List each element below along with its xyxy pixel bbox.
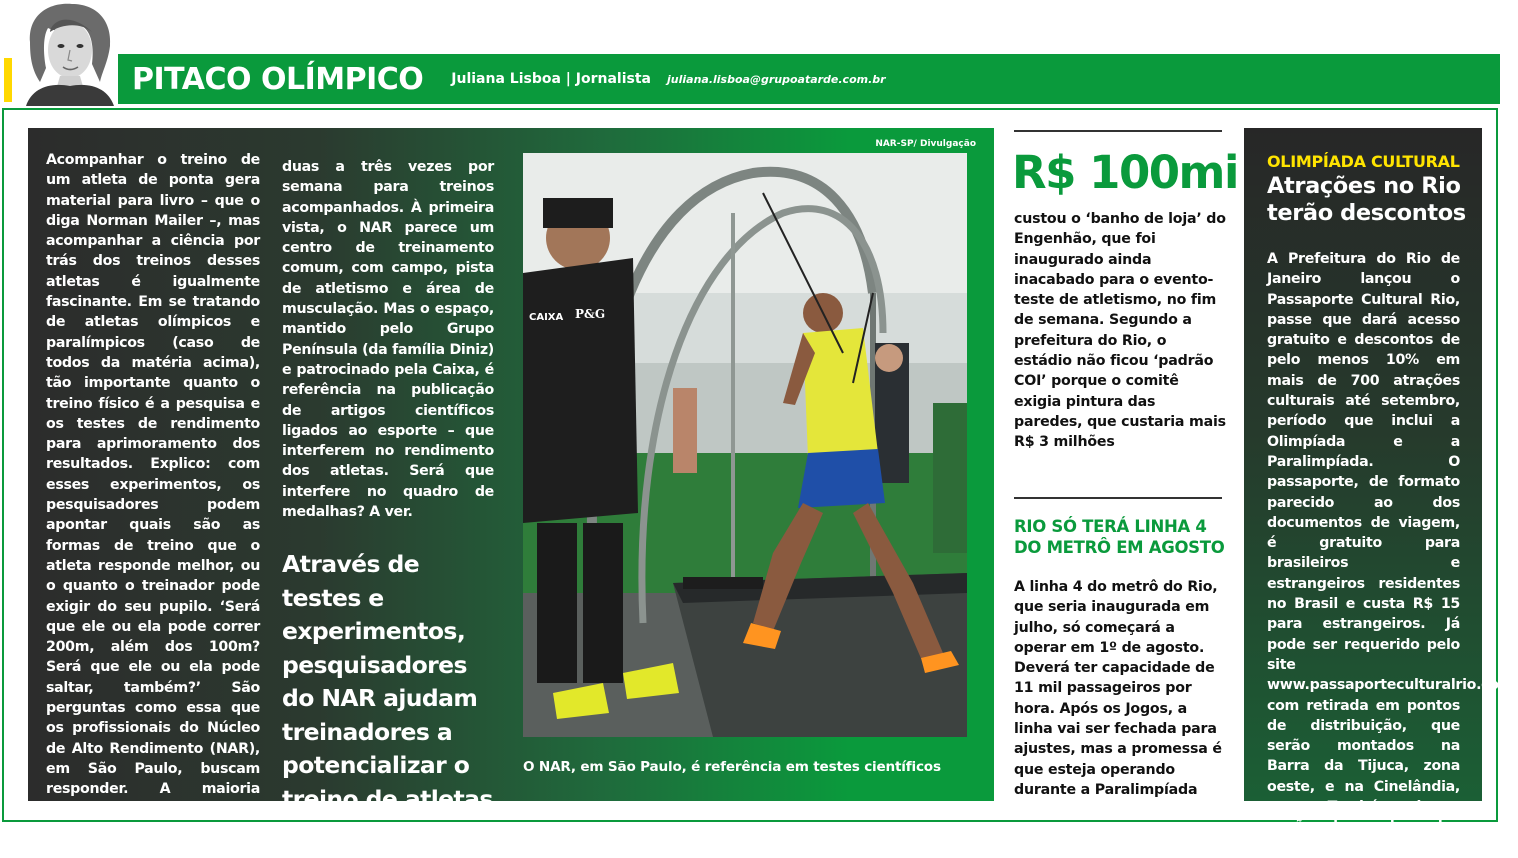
news-story-1: custou o ‘banho de loja’ do Engenhão, que foi inaugurado ainda inacabado para o evento-teste de atletismo, no fim de semana. Segundo a prefeitura do Rio, o estádio não ficou ‘padrão COI’ porque o comitê exigia pintura das paredes, que custaria mais R$ 3 milhões — [1014, 211, 1226, 451]
pull-quote: Através de testes e experimentos, pesquisadores do NAR ajudam treinadores a potencializar o treino de atletas — [282, 550, 493, 813]
news-story-2: A linha 4 do metrô do Rio, que seria inaugurada em julho, só começará a operar em 1º de agosto. Deverá ter capacidade de 11 mil passageiros por hora. Após os Jogos, a linha vai ser fechada para ajustes, mas a promessa é que esteja operando durante a Paralimpíada — [1014, 579, 1222, 798]
sidebar-text: A Prefeitura do Rio de Janeiro lançou o Passaporte Cultural Rio, passe que dará acesso gratuito e descontos de pelo menos 10% em mais de 700 atrações culturais até setembro, período que inclui a Olimpíada e a Paralimpíada. O passaporte, de formato parecido ao dos documentos de viagem, é gratuito para brasileiros e estrangeiros residentes no Brasil e custa R$ 15 para estrangeiros. Já pode ser requerido pelo site www.passaporteculturalrio.com, com retirada em pontos de distribuição, que serão montados na Barra da Tijuca, zona oeste, e na Cinelândia, centro. Também existe a opção de envio pelos correios. — [1267, 251, 1518, 856]
training-photo — [523, 153, 967, 737]
shirt-logo-caixa: CAIXA — [529, 312, 564, 323]
sidebar-kicker: OLIMPÍADA CULTURAL — [1267, 152, 1460, 171]
article-column-2: duas a três vezes por semana para treinos acompanhados. À primeira vista, o NAR parece um centro de treinamento comum, com campo, pista de atletismo e área de musculação. Mas o espaço, mantido pelo Grupo Península (da família Diniz) e patrocinado pela Caixa, é referência na publicação de artigos científicos ligados ao esporte – que interferem no rendimento dos atletas. Será que interfere no quadro de medalhas? A ver. — [282, 159, 494, 521]
photo-caption: O NAR, em São Paulo, é referência em testes científicos — [523, 759, 941, 775]
story-divider-rule — [1014, 497, 1222, 499]
big-number-headline: R$ 100mi — [1012, 146, 1238, 199]
column-header-bar — [118, 54, 1500, 104]
shirt-logo-pg: P&G — [575, 307, 606, 321]
top-rule — [1014, 130, 1222, 132]
photo-credit: NAR-SP/ Divulgação — [875, 139, 976, 149]
author-email: juliana.lisboa@grupoatarde.com.br — [667, 72, 886, 86]
article-column-1: Acompanhar o treino de um atleta de ponta gera material para livro – que o diga Norman Mailer –, mas acompanhar a ciência por trás dos treinos desses atletas é igualmente fascinante. Em se tratando de atletas olímpicos e paralímpicos (caso de todos da matéria acima), tão importante quanto o treino físico é a pesquisa e os testes de rendimento para aprimoramento dos resultados. Explico: com esses experimentos, os pesquisadores podem apontar quais são as formas de treino que o atleta responde melhor, ou o quanto o treinador pode exigir do seu pupilo. ‘Será que ele ou ela pode correr 200m, além dos 100m? Será que ele ou ela pode saltar, também?’ São perguntas como essa que os profissionais do Núcleo de Alto Rendimento (NAR), em São Paulo, buscam responder. A maioria desses atletas vai ao NAR de — [46, 152, 260, 838]
news-story-2-headline: RIO SÓ TERÁ LINHA 4 DO METRÔ EM AGOSTO — [1014, 517, 1225, 557]
column-title: PITACO OLÍMPICO — [132, 61, 424, 97]
author-byline: Juliana Lisboa | Jornalista — [451, 71, 652, 87]
header-accent-tab — [4, 58, 12, 102]
columnist-portrait — [22, 2, 118, 106]
sidebar-title: Atrações no Rio terão descontos — [1267, 173, 1466, 226]
